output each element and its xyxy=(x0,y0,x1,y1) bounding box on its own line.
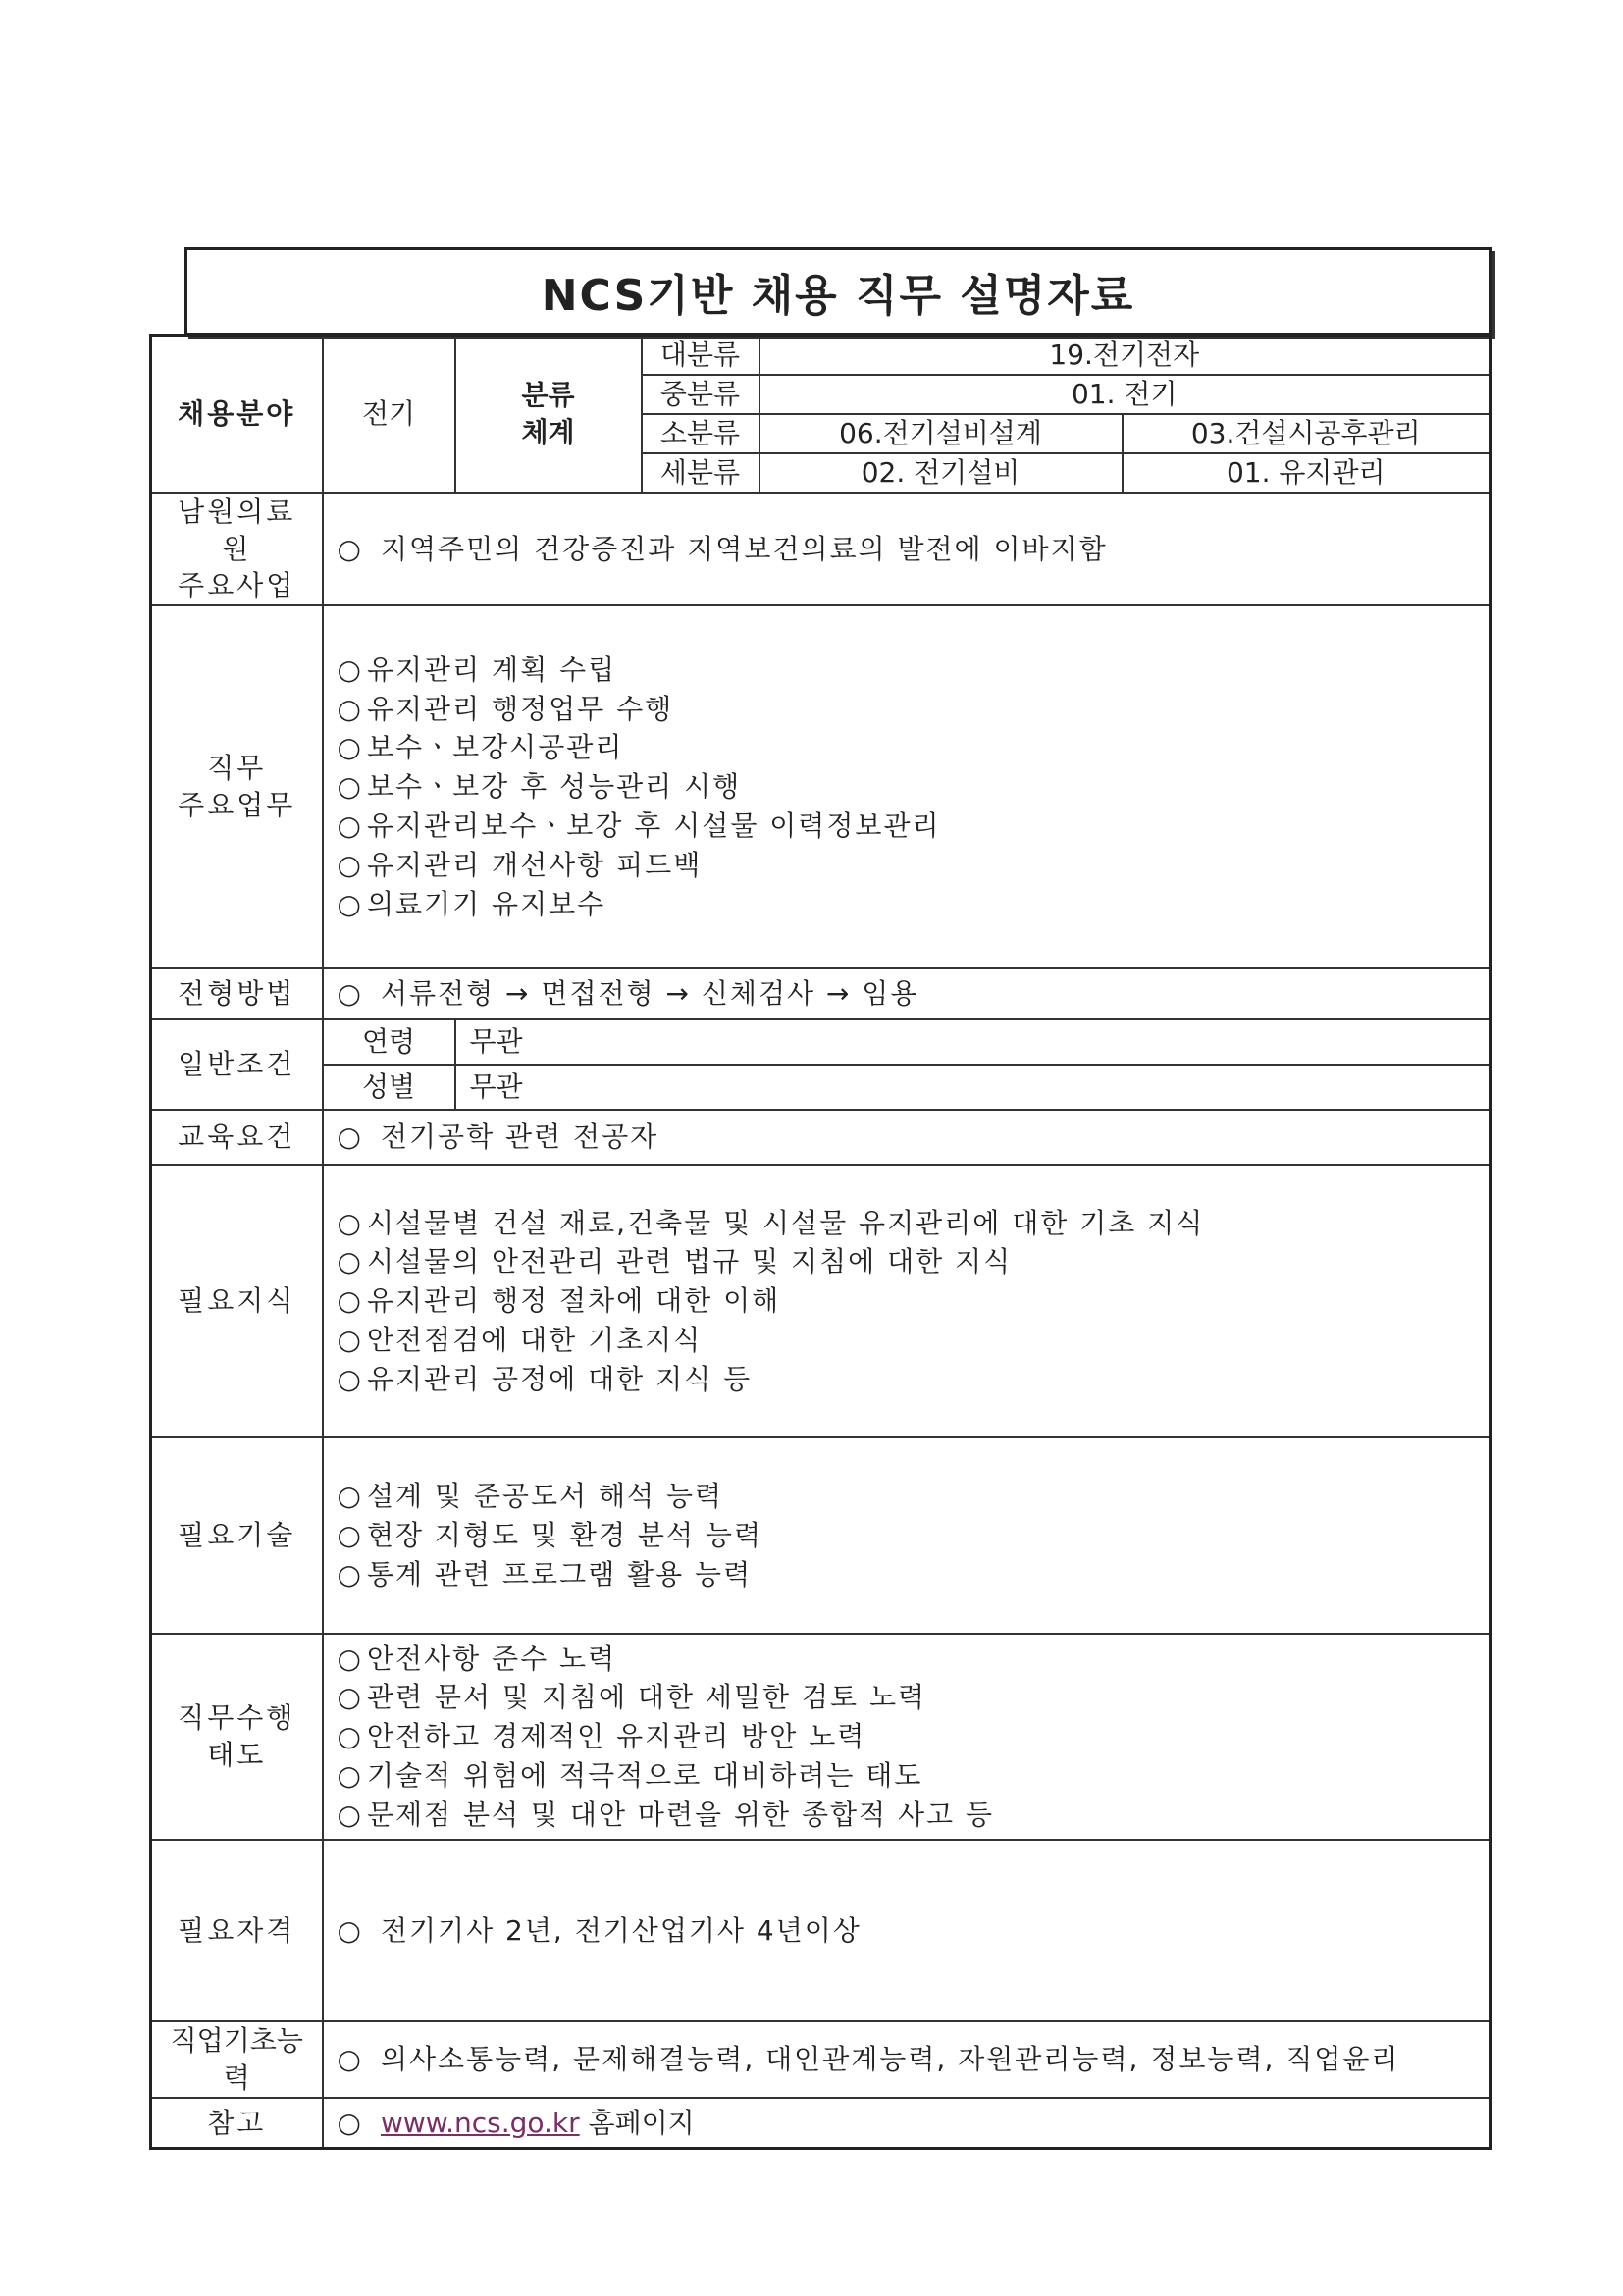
general-label: 일반조건 xyxy=(151,1019,323,1110)
duties-content xyxy=(323,605,1491,968)
ncs-website-link[interactable]: www.ncs.go.kr xyxy=(380,2106,580,2139)
duties-label-line2: 주요업무 xyxy=(178,789,296,822)
knowledge-content xyxy=(323,1165,1491,1437)
list-item: ○ 안전사항 준수 노력 xyxy=(338,1641,1476,1678)
attitude-list xyxy=(338,1641,1476,1834)
major-class-label: 대분류 xyxy=(642,336,759,375)
reference-suffix: 홈페이지 xyxy=(579,2106,695,2139)
age-value: 무관 xyxy=(455,1019,1491,1065)
attitude-content xyxy=(323,1634,1491,1840)
list-item: ○ 유지관리 공정에 대한 지식 등 xyxy=(338,1361,1476,1398)
list-item: ○ 유지관리 행정업무 수행 xyxy=(338,691,1476,728)
classification-label-line2: 체계 xyxy=(521,415,575,448)
basic-ability-content xyxy=(323,2021,1491,2098)
minor-class-value-a: 06.전기설비설계 xyxy=(759,414,1123,453)
duties-label-line1: 직무 xyxy=(207,752,267,785)
list-item: ○ 의료기기 유지보수 xyxy=(338,886,1476,923)
reference-label: 참고 xyxy=(151,2098,323,2149)
skills-label: 필요기술 xyxy=(151,1437,323,1634)
list-item: ○ 통계 관련 프로그램 활용 능력 xyxy=(338,1556,1476,1593)
basic-ability-text: ○ 의사소통능력, 문제해결능력, 대인관계능력, 자원관리능력, 정보능력, 직업윤리 xyxy=(338,2043,1400,2075)
list-item: ○ 유지관리보수ㆍ보강 후 시설물 이력정보관리 xyxy=(338,808,1476,845)
duties-label xyxy=(151,605,323,968)
attitude-label xyxy=(151,1634,323,1840)
list-item: ○ 현장 지형도 및 환경 분석 능력 xyxy=(338,1517,1476,1554)
list-item: ○ 설계 및 준공도서 해석 능력 xyxy=(338,1478,1476,1515)
knowledge-label: 필요지식 xyxy=(151,1165,323,1437)
list-item: ○ 보수ㆍ보강 후 성능관리 시행 xyxy=(338,768,1476,806)
list-item: ○ 시설물별 건설 재료,건축물 및 시설물 유지관리에 대한 기초 지식 xyxy=(338,1205,1476,1242)
basic-ability-label: 직업기초능력 xyxy=(151,2021,323,2098)
list-item: ○ 보수ㆍ보강시공관리 xyxy=(338,729,1476,766)
attitude-label-line2: 태도 xyxy=(207,1739,267,1772)
skills-content xyxy=(323,1437,1491,1634)
gender-label: 성별 xyxy=(323,1065,455,1110)
main-business-label-line1: 남원의료원 xyxy=(178,495,296,565)
minor-class-value-b: 03.건설시공후관리 xyxy=(1123,414,1491,453)
gender-value: 무관 xyxy=(455,1065,1491,1110)
main-business-label xyxy=(151,493,323,605)
main-business-content xyxy=(323,493,1491,605)
education-label: 교육요건 xyxy=(151,1110,323,1165)
age-label: 연령 xyxy=(323,1019,455,1065)
page-title: NCS기반 채용 직무 설명자료 xyxy=(184,247,1492,336)
qualification-content xyxy=(323,1840,1491,2021)
skills-list xyxy=(338,1478,1476,1592)
list-item: ○ 관련 문서 및 지침에 대한 세밀한 검토 노력 xyxy=(338,1679,1476,1716)
list-item: ○ 유지관리 개선사항 피드백 xyxy=(338,847,1476,884)
list-item: ○ 유지관리 계획 수립 xyxy=(338,652,1476,689)
qualification-text: ○ 전기기사 2년, 전기산업기사 4년이상 xyxy=(338,1914,862,1947)
list-item: ○ 안전하고 경제적인 유지관리 방안 노력 xyxy=(338,1718,1476,1755)
field-value: 전기 xyxy=(323,336,455,493)
duties-list xyxy=(338,652,1476,923)
selection-label: 전형방법 xyxy=(151,968,323,1019)
selection-text: ○ 서류전형 → 면접전형 → 신체검사 → 임용 xyxy=(338,977,919,1010)
list-item: ○ 안전점검에 대한 기초지식 xyxy=(338,1322,1476,1359)
education-text: ○ 전기공학 관련 전공자 xyxy=(338,1121,659,1153)
list-item: ○ 기술적 위험에 적극적으로 대비하려는 태도 xyxy=(338,1757,1476,1795)
main-business-text: ○ 지역주민의 건강증진과 지역보건의료의 발전에 이바지함 xyxy=(338,533,1108,565)
major-class-value: 19.전기전자 xyxy=(759,336,1491,375)
sub-class-value-a: 02. 전기설비 xyxy=(759,453,1123,493)
field-label: 채용분야 xyxy=(151,336,323,493)
selection-content xyxy=(323,968,1491,1019)
sub-class-label: 세분류 xyxy=(642,453,759,493)
classification-label xyxy=(455,336,642,493)
main-business-label-line2: 주요사업 xyxy=(178,569,296,602)
list-item: ○ 시설물의 안전관리 관련 법규 및 지침에 대한 지식 xyxy=(338,1243,1476,1280)
attitude-label-line1: 직무수행 xyxy=(178,1701,296,1735)
list-item: ○ 유지관리 행정 절차에 대한 이해 xyxy=(338,1282,1476,1320)
sub-class-value-b: 01. 유지관리 xyxy=(1123,453,1491,493)
middle-class-value: 01. 전기 xyxy=(759,375,1491,414)
knowledge-list xyxy=(338,1205,1476,1398)
job-description-table xyxy=(149,334,1492,2150)
qualification-label: 필요자격 xyxy=(151,1840,323,2021)
minor-class-label: 소분류 xyxy=(642,414,759,453)
classification-label-line1: 분류 xyxy=(521,379,575,412)
reference-content xyxy=(323,2098,1491,2149)
list-item: ○ 문제점 분석 및 대안 마련을 위한 종합적 사고 등 xyxy=(338,1797,1476,1834)
education-content xyxy=(323,1110,1491,1165)
middle-class-label: 중분류 xyxy=(642,375,759,414)
reference-prefix xyxy=(338,2107,381,2139)
